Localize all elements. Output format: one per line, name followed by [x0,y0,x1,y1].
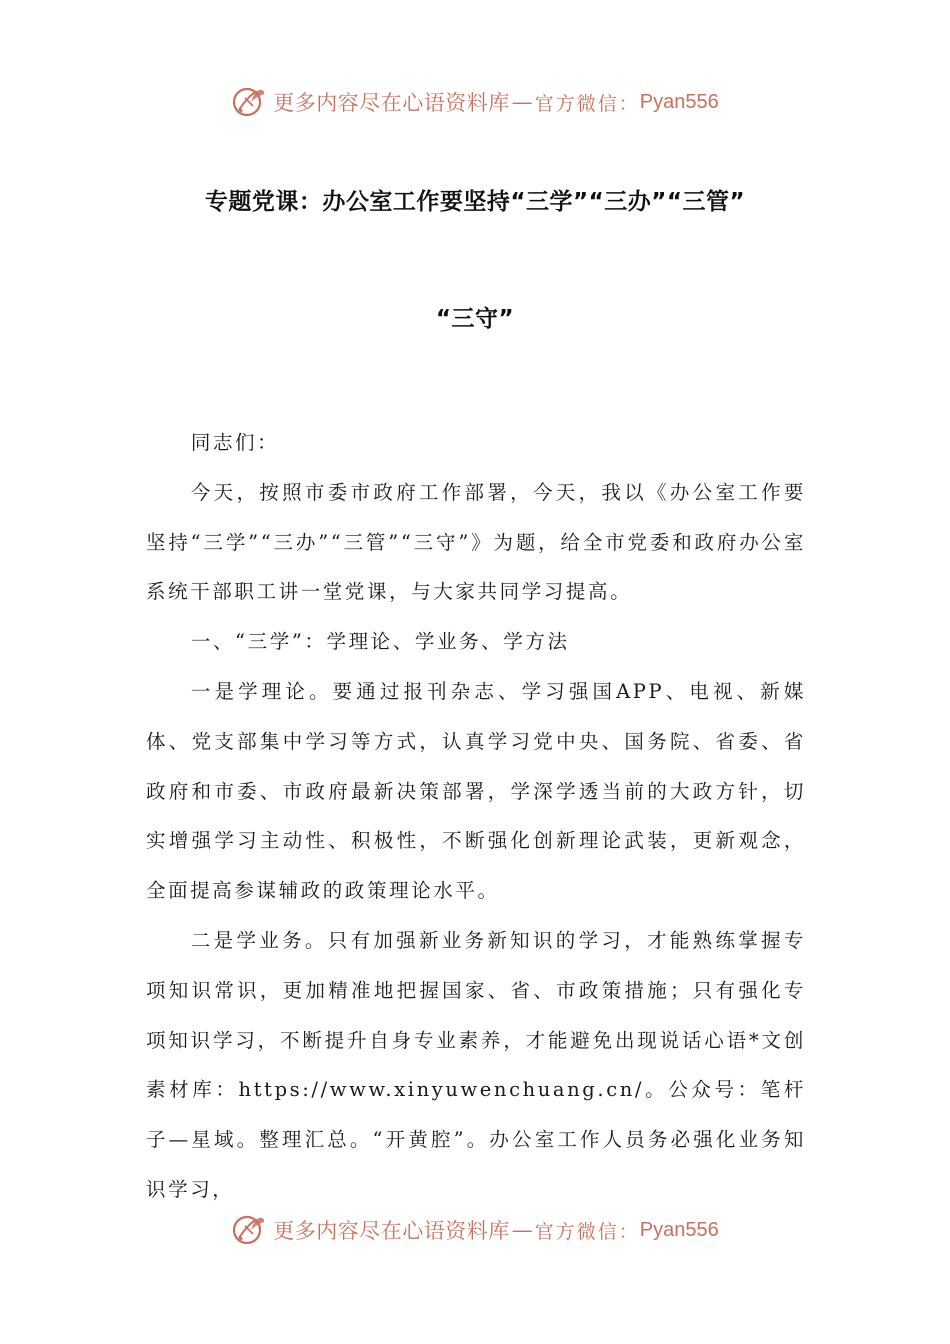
document-body [146,418,806,1215]
quill-pen-seal-icon [231,1212,267,1248]
banner-dash: — [511,90,533,114]
footer-watermark-banner [0,1208,950,1252]
header-watermark-banner [0,80,950,124]
banner-suffix: 官方微信： [534,1220,640,1243]
banner-wechat-id: Pyan556 [639,90,719,113]
body-paragraph: 一是学理论。要通过报刊杂志、学习强国APP、电视、新媒体、党支部集中学习等方式，认真学习党中央、国务院、省委、省政府和市委、市政府最新决策部署，学深学透当前的大政方针，切实增强学习主动性、积极性，不断强化创新理论武装，更新观念，全面提高参谋辅政的政策理论水平。 [146,679,806,903]
document-title-line-1: 专题党课：办公室工作要坚持“三学”“三办”“三管” [204,189,746,215]
document-title-line-2: “三守” [435,306,515,332]
intro-paragraph: 今天，按照市委市政府工作部署，今天，我以《办公室工作要坚持“三学”“三办”“三管”“三守”》为题，给全市党委和政府办公室系统干部职工讲一堂党课，与大家共同学习提高。 [146,480,806,604]
banner-main-text: 更多内容尽在心语资料库 [273,91,510,115]
salutation-paragraph: 同志们： [190,431,280,454]
banner-suffix: 官方微信： [534,92,640,115]
banner-main-text: 更多内容尽在心语资料库 [273,1219,510,1243]
section-heading: 一、“三学”：学理论、学业务、学方法 [190,630,570,654]
banner-wechat-id: Pyan556 [639,1218,719,1241]
quill-pen-seal-icon [231,84,267,120]
body-paragraph: 二是学业务。只有加强新业务新知识的学习，才能熟练掌握专项知识常识，更加精准地把握国家、省、市政策措施；只有强化专项知识学习，不断提升自身专业素养，才能避免出现说话心语*文创素材库：https://www.xinyuwenchuang.cn/。公众号：笔杆子—星域。整理汇总。“开黄腔”。办公室工作人员务必强化业务知识学习， [146,928,806,1201]
banner-dash: — [511,1218,533,1242]
